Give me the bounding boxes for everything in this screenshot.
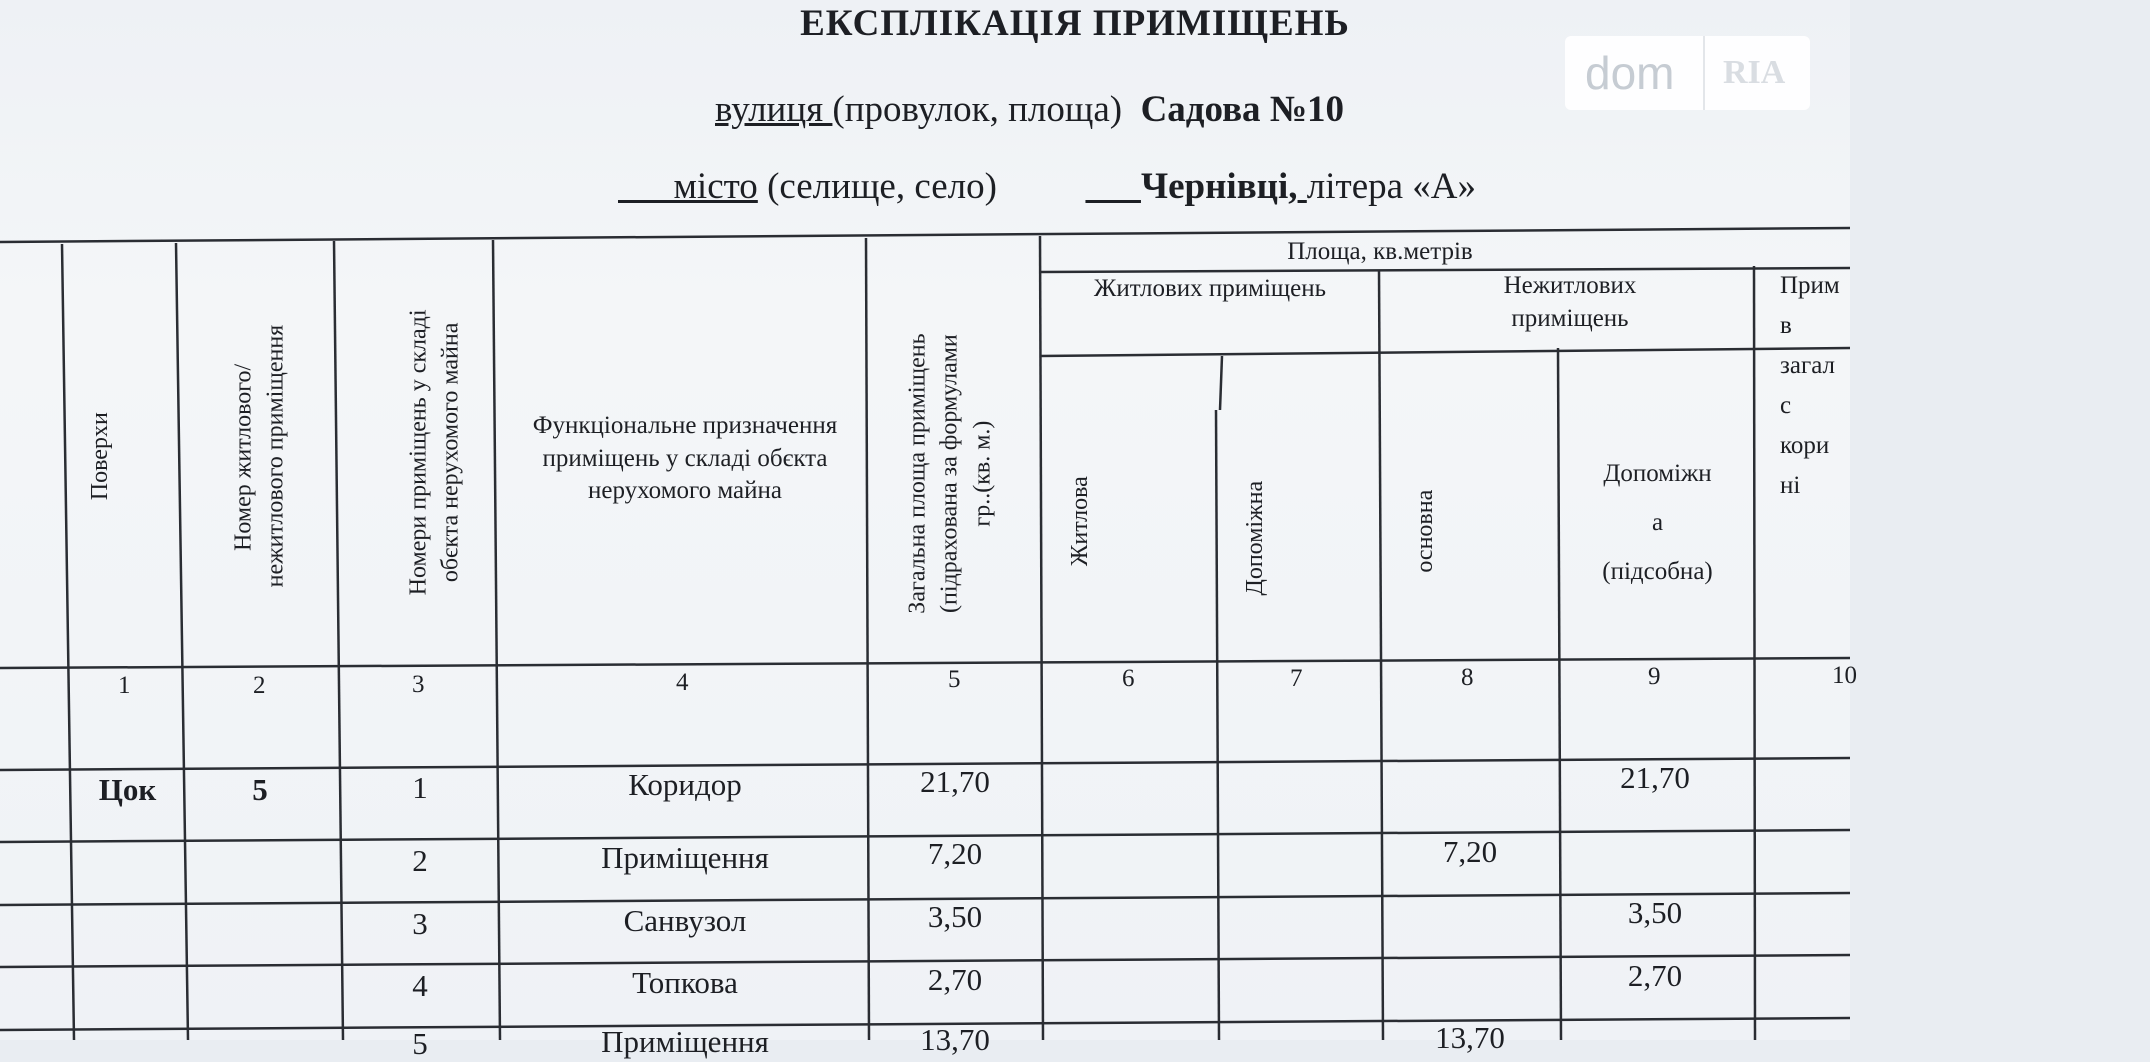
cell-main: 13,70 xyxy=(1435,1020,1505,1055)
cell-total: 13,70 xyxy=(920,1022,990,1057)
area-group-header: Площа, кв.метрів xyxy=(1287,238,1473,265)
cell-room-no: 4 xyxy=(412,968,428,1003)
col-number-10: 10 xyxy=(1832,662,1857,689)
cell-total: 21,70 xyxy=(920,764,990,799)
cell-utility: 21,70 xyxy=(1620,760,1690,795)
cell-purpose: Коридор xyxy=(628,767,742,802)
cell-total: 2,70 xyxy=(927,962,983,997)
col-header-total-area: Загальна площа приміщень (підрахована за формулами гр..(кв. м.) xyxy=(904,333,996,614)
nonliving-group-header: Нежитлових приміщень xyxy=(1503,272,1637,332)
city-value: Чернівці, xyxy=(1140,166,1298,207)
col-header-main: основна xyxy=(1411,489,1438,573)
col-number-5: 5 xyxy=(948,666,961,693)
cell-utility: 2,70 xyxy=(1627,958,1683,993)
cell-purpose: Топкова xyxy=(632,965,738,1000)
cell-room-no: 2 xyxy=(412,843,428,878)
col-number-7: 7 xyxy=(1290,665,1303,692)
cell-unit: 5 xyxy=(252,772,268,807)
cell-main: 7,20 xyxy=(1442,834,1498,869)
col-header-purpose: Функціональне призначення приміщень у складі обєкта нерухомого майна xyxy=(532,412,838,504)
col-number-6: 6 xyxy=(1122,665,1135,692)
watermark-ria-text: RIA xyxy=(1723,54,1786,91)
cell-total: 7,20 xyxy=(927,836,983,871)
col-number-8: 8 xyxy=(1461,664,1474,691)
cell-room-no: 5 xyxy=(412,1026,428,1061)
col-number-9: 9 xyxy=(1648,663,1661,690)
col-header-utility: Допоміжн а (підсобна) xyxy=(1602,460,1713,585)
street-alt: (провулок, площа) xyxy=(832,89,1123,130)
litera-text: літера «А» xyxy=(1306,166,1477,207)
document-title: ЕКСПЛІКАЦІЯ ПРИМІЩЕНЬ xyxy=(800,3,1350,44)
street-label: вулиця xyxy=(715,89,833,130)
col-number-1: 1 xyxy=(118,672,131,699)
living-group-header: Житлових приміщень xyxy=(1093,275,1327,302)
cell-utility: 3,50 xyxy=(1627,895,1683,930)
col-header-room-numbers: Номери приміщень у складі обєкта нерухомого майна xyxy=(405,309,464,596)
street-value: Садова №10 xyxy=(1140,89,1344,130)
cell-floor: Цок xyxy=(98,772,157,807)
col-header-aux: Допоміжна xyxy=(1241,480,1268,596)
col-number-2: 2 xyxy=(253,672,266,699)
col-header-floors: Поверхи xyxy=(86,412,113,501)
col-number-4: 4 xyxy=(676,669,689,696)
col-header-unit-number: Номер житлового/ нежитлового приміщення xyxy=(230,324,289,588)
cell-purpose: Приміщення xyxy=(601,1024,769,1059)
cell-purpose: Приміщення xyxy=(601,840,769,875)
cell-total: 3,50 xyxy=(927,899,983,934)
cell-purpose: Санвузол xyxy=(623,903,747,938)
watermark-dom-text: dom xyxy=(1585,47,1675,99)
city-label: місто xyxy=(673,166,758,207)
cell-room-no: 1 xyxy=(412,770,428,805)
col-header-living: Житлова xyxy=(1066,476,1093,567)
col-header-notes: Прим в загал с кори ні xyxy=(1780,272,1840,499)
city-alt: (селище, село) xyxy=(767,166,997,207)
col-number-3: 3 xyxy=(412,671,425,698)
cell-room-no: 3 xyxy=(412,906,428,941)
